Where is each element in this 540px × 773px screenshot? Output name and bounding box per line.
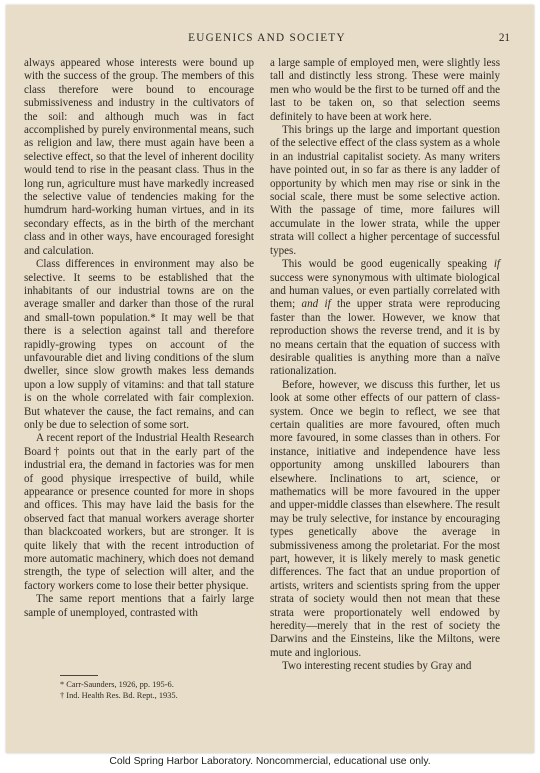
paragraph: A recent report of the Industrial Health Research Board† points out that in the early part of the industrial era, the demand in factories was for men of good physique irrespective of build, while appearance or presence counted for more in shops and offices. This may have laid the basis for the observed fact that manual workers average shorter than blackcoated workers, but are stronger. It is quite likely that with the recent introduction of more automatic machinery, which does not demand strength, the type of selection will alter, and the factory workers come to lose their better physique. bbox=[24, 432, 254, 592]
text-run: This would be good eugenically speaking bbox=[282, 258, 494, 271]
paragraph: The same report mentions that a fairly large sample of unemployed, contrasted with bbox=[24, 593, 254, 619]
footnote: † Ind. Health Res. Bd. Rept., 1935. bbox=[60, 690, 178, 700]
credit-line: Cold Spring Harbor Laboratory. Noncommercial, educational use only. bbox=[109, 756, 431, 767]
footnote: * Carr-Saunders, 1926, pp. 195-6. bbox=[60, 680, 174, 689]
text-run: the upper strata were reproducing faster than the lower. However, we know that reproduction shows the reverse trend, and it is by no means certain that the equation of success with desirable qualities is anything more than a naïve rationalization. bbox=[270, 298, 500, 378]
paragraph bbox=[270, 258, 500, 379]
emphasis: and if bbox=[301, 298, 331, 311]
paragraph: a large sample of employed men, were slightly less tall and distinctly less strong. These were mainly men who would be the first to be turned off and the last to be taken on, so that selection seems definitely to have been at work here. bbox=[270, 57, 500, 123]
footnote-rule bbox=[60, 675, 98, 676]
right-column bbox=[270, 57, 500, 674]
running-title: EUGENICS AND SOCIETY bbox=[188, 32, 346, 44]
paragraph: Class differences in environment may also be selective. It seems to be established that the inhabitants of our industrial towns are on the average smaller and darker than those of the rural and small-town population.* It may well be that there is a selection against tall and therefore rapidly-growing types on account of the unfavourable diet and living conditions of the slum dweller, since slow growth makes less demands upon a low supply of vitamins: and that tall stature is on the whole correlated with fair complexion. But whatever the cause, the fact remains, and can only be due to selection of some sort. bbox=[24, 258, 254, 431]
footnotes bbox=[60, 680, 260, 701]
paragraph: always appeared whose interests were bound up with the success of the group. The members of this class therefore were bound to encourage submissiveness and industry in the cultivators of the soil: and although much was in fact accomplished by purely environmental means, such as religion and law, there must again have been a selective effect, so that the level of inherent docility would tend to rise in the peasant class. Thus in the long run, agriculture must have markedly increased the selective value of tendencies making for the humdrum hard-working human virtues, and in its secondary effects, as in the birth of the merchant class and in other ways, have encouraged foresight and calculation. bbox=[24, 57, 254, 257]
page-header bbox=[24, 32, 510, 48]
paragraph: This brings up the large and important question of the selective effect of the class system as a whole in an industrial capitalist society. As many writers have pointed out, in so far as there is any ladder of opportunity by which men may rise or sink in the social scale, there must be some selective action. With the passage of time, more failures will accumulate in the lower strata, while the upper strata will collect a higher percentage of successful types. bbox=[270, 124, 500, 257]
book-page bbox=[6, 5, 534, 753]
emphasis: if bbox=[493, 258, 500, 271]
paragraph: Two interesting recent studies by Gray and bbox=[282, 660, 472, 673]
text-run: success were synonymous with ultimate biological and human values, or even partially correlated with them; bbox=[270, 271, 500, 311]
left-column bbox=[24, 57, 254, 620]
page-number: 21 bbox=[498, 32, 510, 44]
paragraph: Before, however, we discuss this further, let us look at some other effects of our pattern of class-system. Once we begin to reflect, we see that certain qualities are more favoured, often much more favoured, in some classes than in others. For instance, initiative and independence have less opportunity among unskilled labourers than elsewhere. Inclinations to art, science, or mathematics will be more favoured in the upper and upper-middle classes than elsewhere. The result may be truly selective, for instance by encouraging types genetically above the average in submissiveness among the proletariat. For the most part, however, it is likely merely to mask genetic differences. The fact that an undue proportion of artists, writers and scientists spring from the upper strata of society would then not mean that these strata were proportionately well endowed by heredity—merely that in the rest of society the Darwins and the Einsteins, like the Miltons, were mute and inglorious. bbox=[270, 378, 500, 659]
